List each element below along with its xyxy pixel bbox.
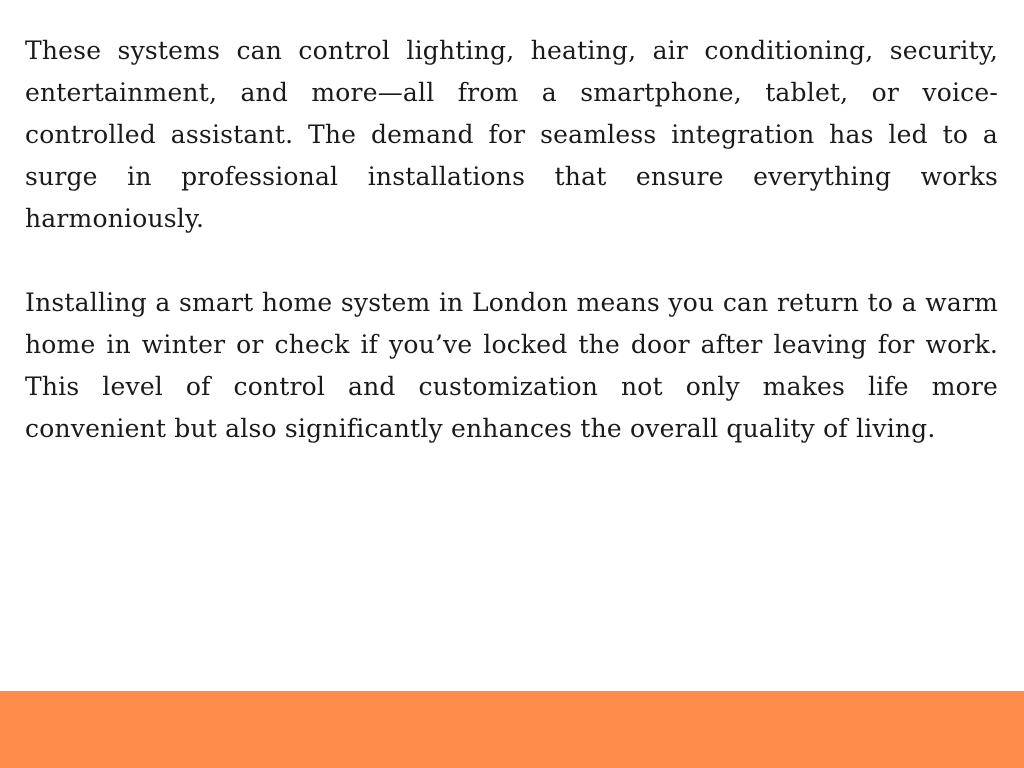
paragraph-smart-systems: These systems can control lighting, heating, air conditioning, security, entertainment, and more—all from a smartphone, tablet, or voice-controlled assistant. The demand for seamless integration has led to a surge in professional installations that ensure everything works harmoniously. [25, 36, 998, 233]
paragraph-london-installation: Installing a smart home system in London means you can return to a warm home in winter or check if you’ve locked the door after leaving for work. This level of control and customization not only makes life more convenient but also significantly enhances the overall quality of living. [25, 288, 998, 443]
body-text [25, 30, 998, 450]
footer-color-band [0, 691, 1024, 768]
